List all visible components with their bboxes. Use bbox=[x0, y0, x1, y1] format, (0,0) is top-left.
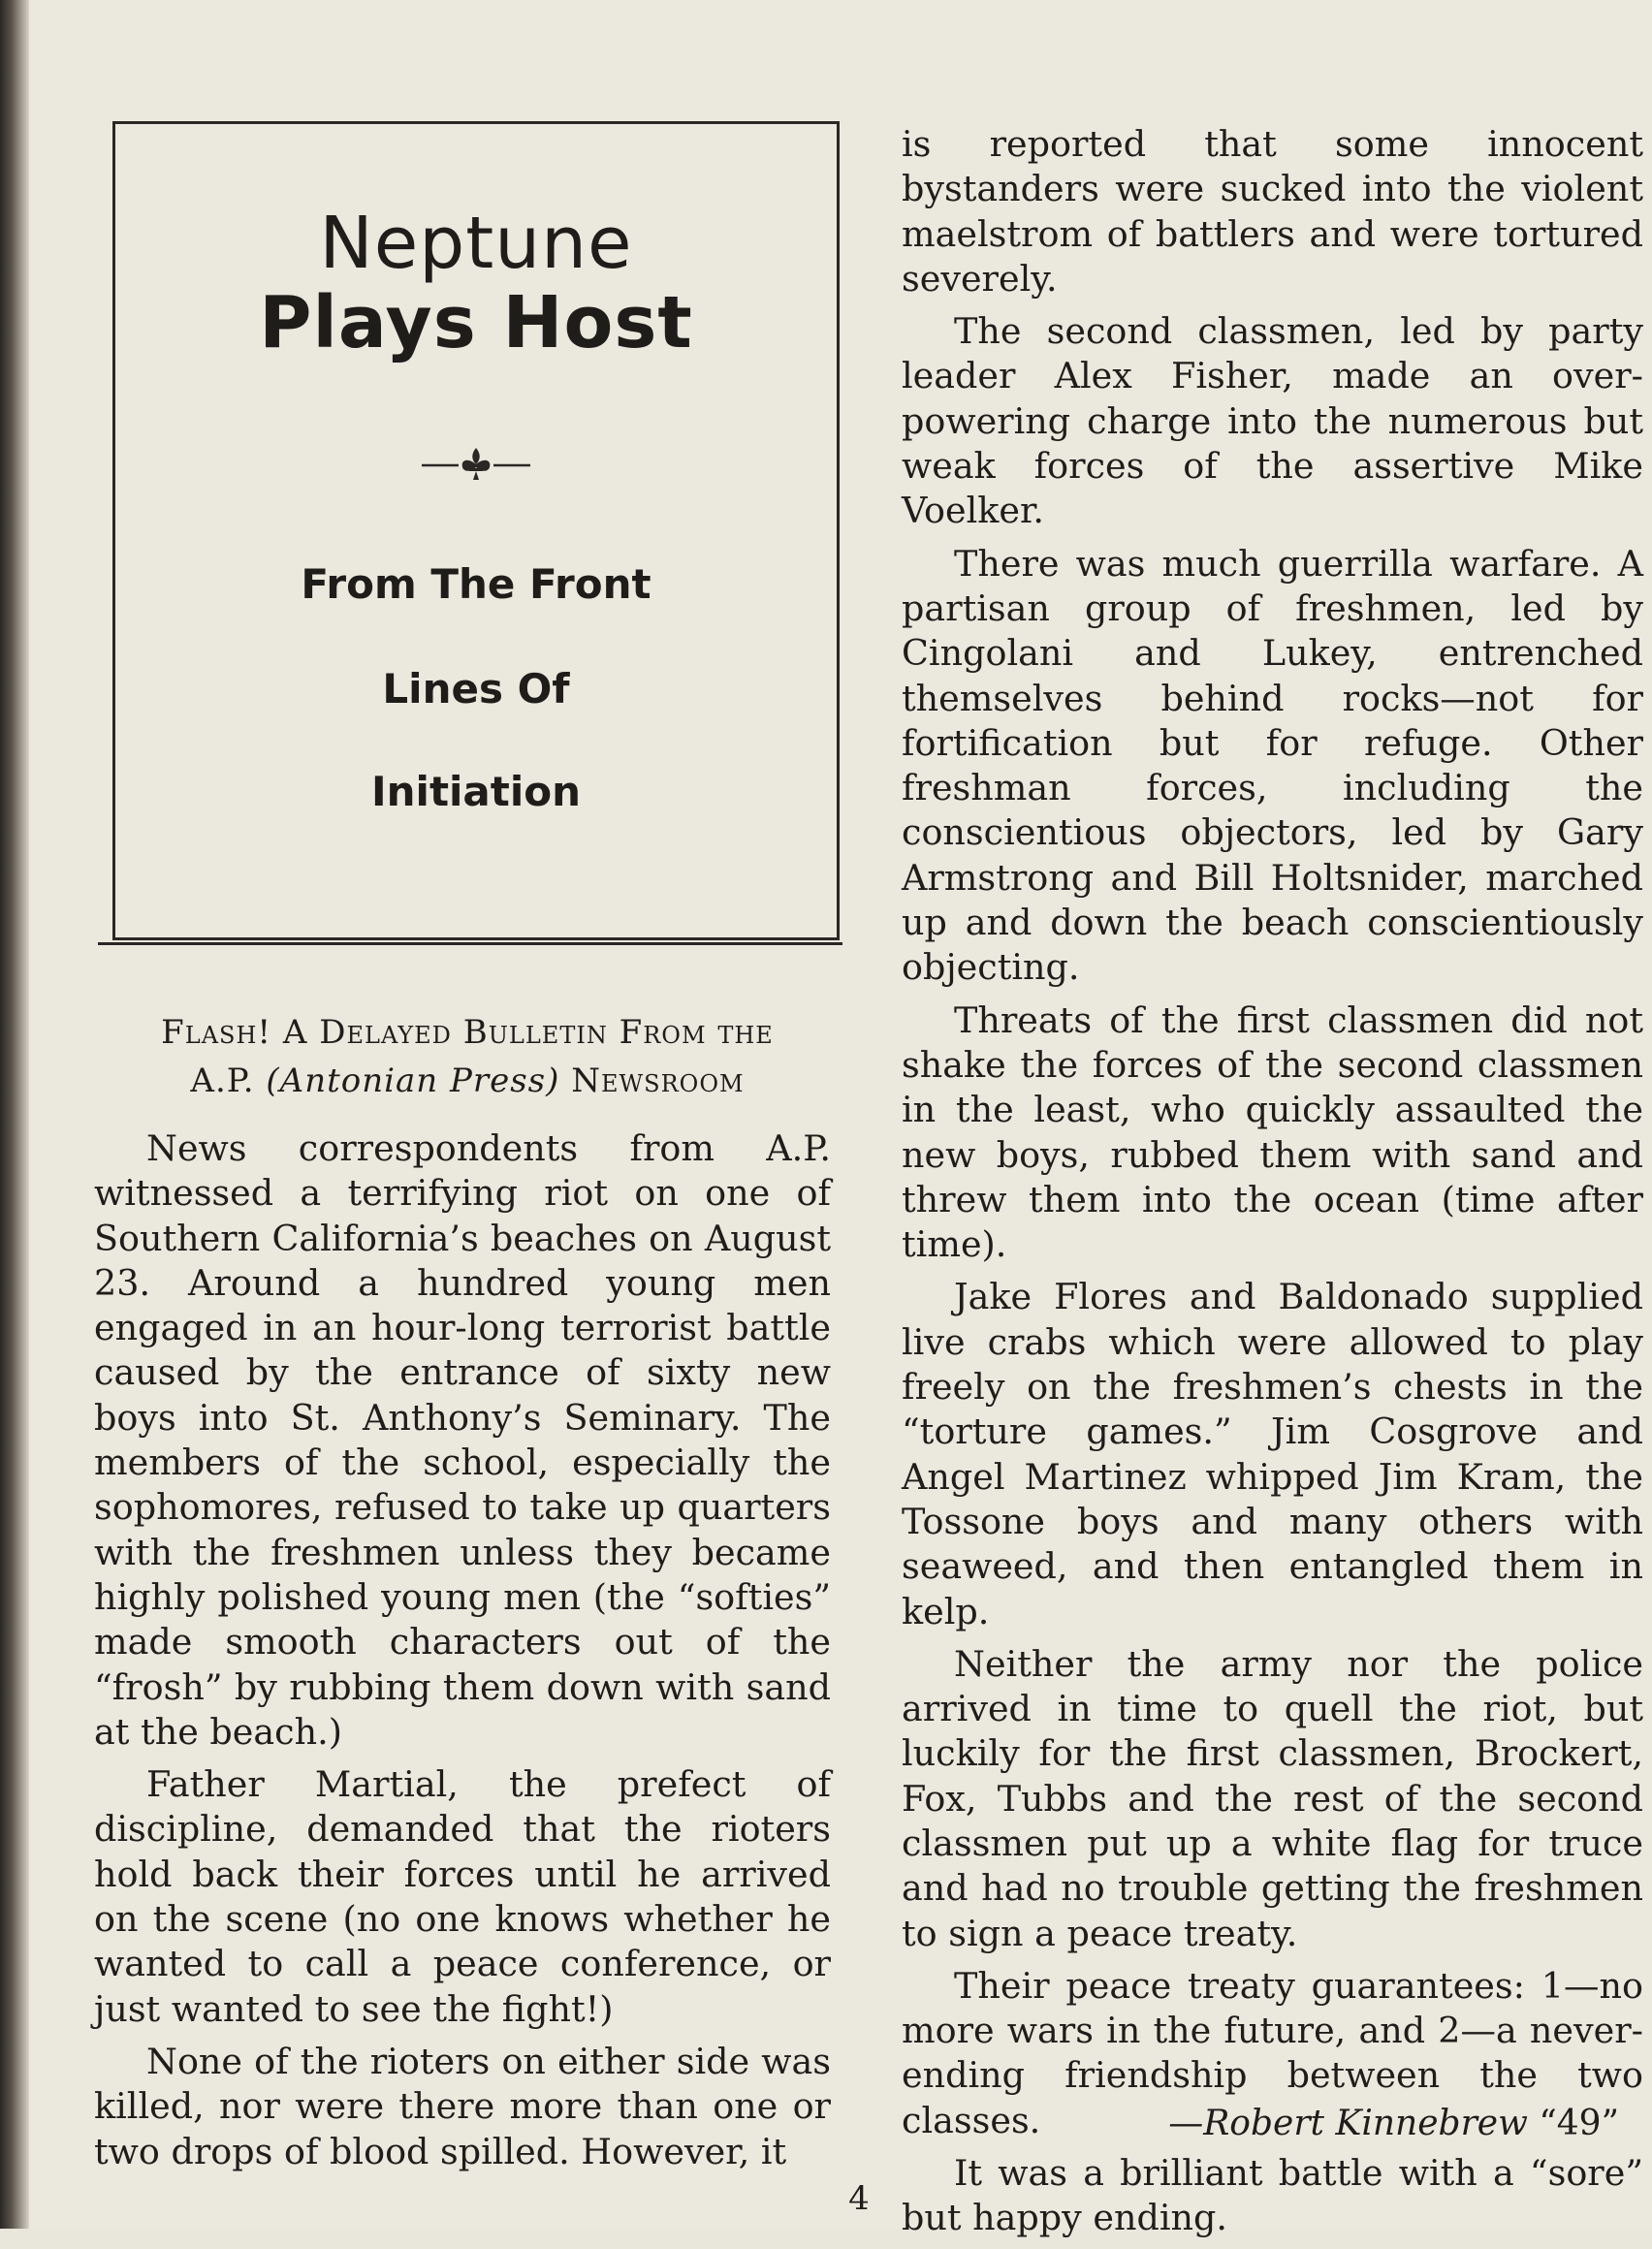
magazine-page bbox=[29, 0, 1652, 2239]
right-paragraph: is reported that some innocent bystanders were sucked into the violent maelstrom of battlers and were tortured severely. bbox=[902, 123, 1643, 300]
byline-author: —Robert Kinnebrew bbox=[1168, 2104, 1528, 2143]
right-paragraph: The second classmen, led by party leader Alex Fisher, made an over-powering charge into the numerous but weak forces of the assertive Mike Voelker. bbox=[902, 310, 1643, 532]
left-paragraph: Father Martial, the prefect of discipline, demanded that the rioters hold back their forces until he arrived on the scene (no one knows whether he wanted to call a peace conference, or just wanted to see the fight!) bbox=[94, 1763, 831, 2030]
headline-box-rule bbox=[98, 942, 842, 945]
fleur-de-lis-ornament-icon bbox=[115, 444, 837, 483]
headline-line-1: Neptune bbox=[319, 202, 633, 285]
bulletin-agency-name: (Antonian Press) bbox=[266, 1061, 560, 1100]
page-number: 4 bbox=[848, 2179, 870, 2218]
headline-subline-1: From The Front bbox=[301, 560, 651, 608]
right-column bbox=[902, 122, 1643, 2249]
page-binding-edge bbox=[0, 0, 29, 2229]
right-paragraph: There was much guerrilla warfare. A partisan group of freshmen, led by Cingolani and Lukey, entrenched themselves behind rocks—not for fortification but for refuge. Other freshman forces, including the conscientious objectors, led by Gary Armstrong and Bill Holtsnider, marched up and down the beach conscientiously objecting. bbox=[902, 542, 1643, 989]
headline-subline-3: Initiation bbox=[371, 768, 581, 815]
right-paragraph: Threats of the first classmen did not shake the forces of the second classmen in the least, who quickly assaulted the new boys, rubbed them with sand and threw them into the ocean (time after time). bbox=[902, 998, 1643, 1266]
bulletin-line-2 bbox=[94, 1057, 841, 1105]
bulletin-line-1: Flash! A Delayed Bulletin From the bbox=[161, 1013, 774, 1052]
byline-year: “49” bbox=[1539, 2104, 1619, 2143]
bulletin-newsroom: Newsroom bbox=[571, 1061, 745, 1100]
headline-subline-2: Lines Of bbox=[382, 665, 570, 713]
headline-line-2: Plays Host bbox=[259, 281, 693, 364]
left-paragraph: News correspondents from A.P. witnessed a terrifying riot on one of Southern California’s beaches on August 23. Around a hundred young men engaged in an hour-long terrorist battle caused by the entrance of sixty new boys into St. Anthony’s Seminary. The members of the school, especially the sophomores, refused to take up quarters with the freshmen unless they became highly polished young men (the “softies” made smooth characters out of the “frosh” by rubbing them down with sand at the beach.) bbox=[94, 1127, 831, 1753]
right-paragraph: Jake Flores and Baldonado supplied live crabs which were allowed to play freely on the freshmen’s chests in the “torture games.” Jim Cosgrove and Angel Martinez whipped Jim Kram, the Tossone boys and many others with seaweed, and then entangled them in kelp. bbox=[902, 1276, 1643, 1632]
author-byline bbox=[1096, 2104, 1619, 2143]
bulletin-heading bbox=[94, 1008, 841, 1105]
bulletin-agency: A.P. bbox=[190, 1061, 255, 1100]
left-paragraph: None of the rioters on either side was killed, nor were there more than one or two drops of blood spilled. However, it bbox=[94, 2040, 831, 2172]
left-column bbox=[94, 1126, 831, 2182]
right-paragraph: Neither the army nor the police arrived in time to quell the riot, but luckily for the first classmen, Brockert, Fox, Tubbs and the rest of the second classmen put up a white flag for truce and had no trouble getting the freshmen to sign a peace treaty. bbox=[902, 1642, 1643, 1954]
right-paragraph: Their peace treaty guarantees: 1—no more wars in the future, and 2—a never-ending friendship between the two classes. bbox=[902, 1964, 1643, 2141]
headline-box bbox=[112, 121, 840, 940]
right-paragraph: It was a brilliant battle with a “sore” but happy ending. bbox=[902, 2152, 1643, 2239]
